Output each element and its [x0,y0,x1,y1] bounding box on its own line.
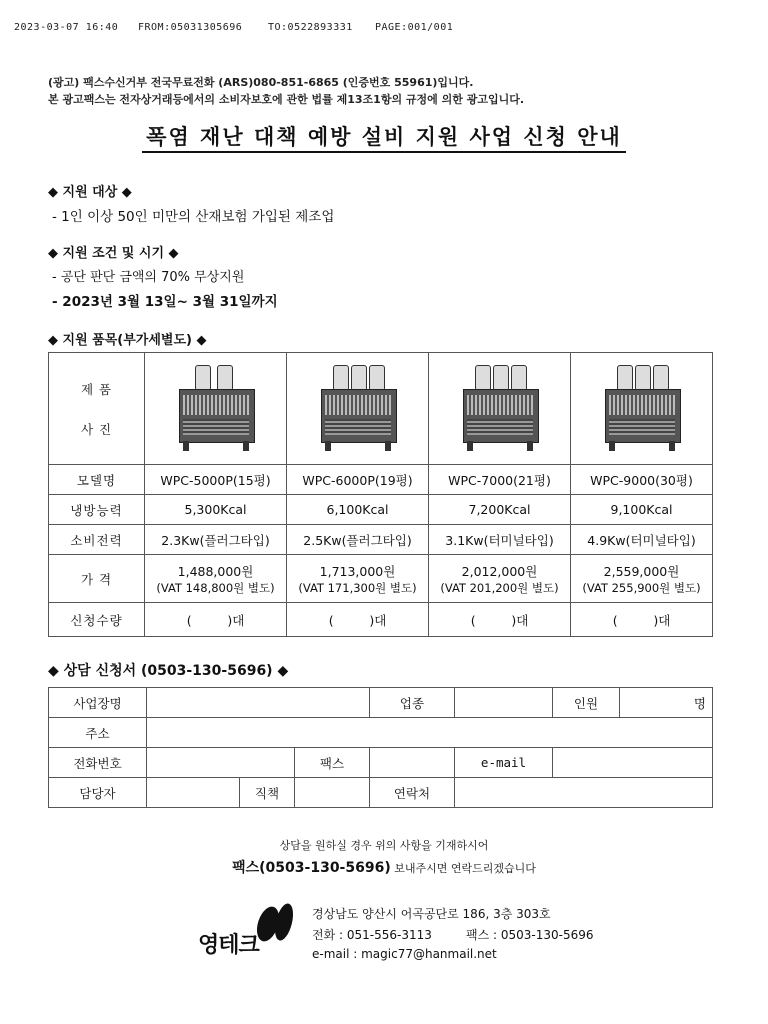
field-address[interactable] [147,718,713,748]
section-consult-heading: ◆ 상담 신청서 (0503-130-5696) ◆ [48,663,289,679]
product-3-power: 3.1Kw(터미널타입) [429,525,571,555]
row-label-model: 모델명 [49,465,145,495]
fax-date: 2023-03-07 16:40 [14,22,119,33]
company-address: 경상남도 양산시 어곡공단로 186, 3층 303호 [312,907,551,921]
form-row-3 [49,748,713,778]
label-company: 사업장명 [49,688,147,718]
product-1-model: WPC-5000P(15평) [145,465,287,495]
page-title [0,121,768,151]
product-3-qty[interactable]: ( )대 [429,603,571,637]
field-industry[interactable] [455,688,553,718]
product-2-qty[interactable]: ( )대 [287,603,429,637]
product-4-vat: (VAT 255,900원 별도) [582,580,701,595]
product-1-vat: (VAT 148,800원 별도) [156,580,275,595]
section-target-heading: ◆ 지원 대상 ◆ [48,185,132,200]
page-title-text: 폭염 재난 대책 예방 설비 지원 사업 신청 안내 [142,125,626,153]
section-conditions-line1: - 공단 판단 금액의 70% 무상지원 [52,270,245,285]
form-row-1 [49,688,713,718]
label-fax: 팩스 [295,748,370,778]
product-3-model: WPC-7000(21평) [429,465,571,495]
row-label-qty: 신청수량 [49,603,145,637]
air-cooler-image [173,359,259,455]
form-row-4 [49,778,713,808]
product-1-cooling: 5,300Kcal [145,495,287,525]
company-email: e-mail : magic77@hanmail.net [312,947,497,961]
product-4-model: WPC-9000(30평) [571,465,713,495]
field-email[interactable] [553,748,713,778]
section-conditions-line2: - 2023년 3월 13일~ 3월 31일까지 [52,294,278,310]
label-phone: 전화번호 [49,748,147,778]
label-industry: 업종 [370,688,455,718]
product-3-price-cell [429,555,571,603]
product-table [48,352,713,637]
product-2-price: 1,713,000원 [319,563,396,579]
product-1-power: 2.3Kw(플러그타입) [145,525,287,555]
section-items-heading: ◆ 지원 품목(부가세별도) ◆ [48,333,207,348]
field-company[interactable] [147,688,370,718]
label-address: 주소 [49,718,147,748]
product-3-vat: (VAT 201,200원 별도) [440,580,559,595]
product-2-power: 2.5Kw(플러그타입) [287,525,429,555]
product-photo-2 [287,353,429,465]
label-email: e-mail [455,748,553,778]
product-4-qty[interactable]: ( )대 [571,603,713,637]
fax-page: PAGE:001/001 [375,22,454,33]
ad-notice-line1: (광고) 팩스수신거부 전국무료전화 (ARS)080-851-6865 (인증번호 55961)입니다. [48,76,474,89]
section-target-line: - 1인 이상 50인 미만의 산재보험 가입된 제조업 [52,209,335,225]
logo-text: 영테크 [198,933,259,958]
product-2-price-cell [287,555,429,603]
company-logo [198,898,303,958]
photo-label-cell [49,353,145,465]
staff-unit: 명 [693,695,706,711]
footer-fax-line [0,857,768,877]
price-row [49,555,713,603]
footer-fax-rest: 보내주시면 연락드리겠습니다 [390,862,536,875]
label-contact: 연락처 [370,778,455,808]
cooling-row [49,495,713,525]
air-cooler-image [457,359,543,455]
field-position[interactable] [295,778,370,808]
photo-label-1: 제 품 [80,381,113,397]
product-photo-1 [145,353,287,465]
model-row [49,465,713,495]
product-1-price-cell [145,555,287,603]
product-photo-row [49,353,713,465]
field-contact[interactable] [455,778,713,808]
row-label-power: 소비전력 [49,525,145,555]
product-4-price: 2,559,000원 [603,563,680,579]
label-position: 직책 [240,778,295,808]
product-3-price: 2,012,000원 [461,563,538,579]
footer-instruction: 상담을 원하실 경우 위의 사항을 기재하시어 [279,839,489,852]
field-fax[interactable] [370,748,455,778]
row-label-price: 가 격 [49,555,145,603]
product-2-vat: (VAT 171,300원 별도) [298,580,417,595]
air-cooler-image [599,359,685,455]
product-4-cooling: 9,100Kcal [571,495,713,525]
fax-from: FROM:05031305696 [138,22,243,33]
product-1-qty[interactable]: ( )대 [145,603,287,637]
consult-form [48,687,713,808]
field-staff[interactable] [620,688,713,718]
photo-label-2: 사 진 [80,421,113,437]
form-row-2 [49,718,713,748]
field-phone[interactable] [147,748,295,778]
ad-notice-line2: 본 광고팩스는 전자상거래등에서의 소비자보호에 관한 법률 제13조1항의 규정에 의한 광고입니다. [48,93,525,106]
product-1-price: 1,488,000원 [177,563,254,579]
footer-fax-bold: 팩스(0503-130-5696) [232,860,391,876]
product-photo-4 [571,353,713,465]
product-3-cooling: 7,200Kcal [429,495,571,525]
power-row [49,525,713,555]
product-photo-3 [429,353,571,465]
product-4-power: 4.9Kw(터미널타입) [571,525,713,555]
product-2-cooling: 6,100Kcal [287,495,429,525]
air-cooler-image [315,359,401,455]
product-2-model: WPC-6000P(19평) [287,465,429,495]
product-4-price-cell [571,555,713,603]
label-staff: 인원 [553,688,620,718]
section-conditions-heading: ◆ 지원 조건 및 시기 ◆ [48,246,179,261]
fax-to: TO:0522893331 [268,22,353,33]
company-fax: 팩스 : 0503-130-5696 [466,928,594,942]
company-tel: 전화 : 051-556-3113 [312,928,432,942]
row-label-cooling: 냉방능력 [49,495,145,525]
label-manager: 담당자 [49,778,147,808]
field-manager[interactable] [147,778,240,808]
qty-row [49,603,713,637]
